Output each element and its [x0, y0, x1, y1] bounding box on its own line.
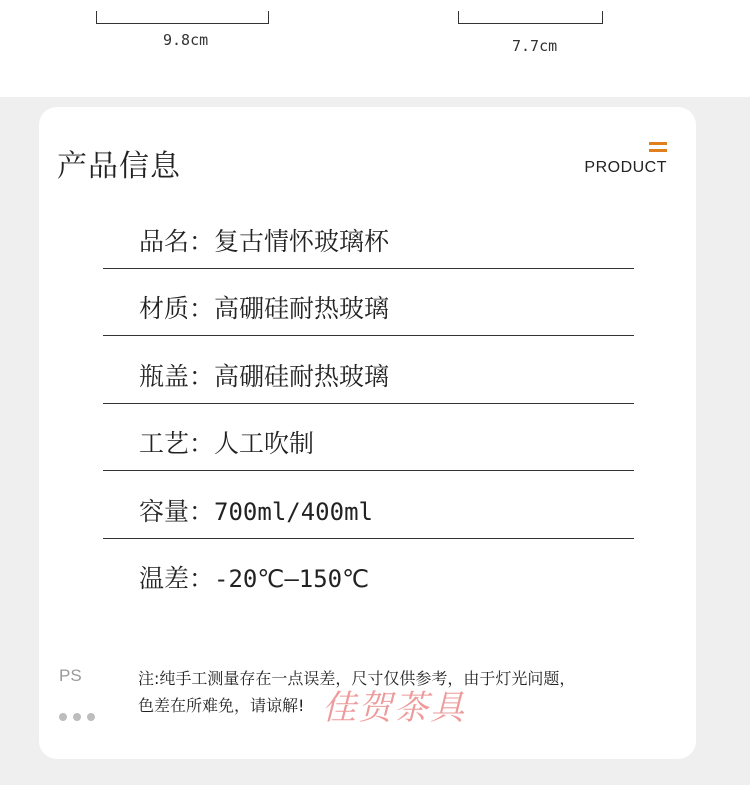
spec-value: -20℃—150℃	[214, 565, 370, 593]
ps-label: PS	[59, 666, 82, 685]
spec-value: 高硼硅耐热玻璃	[214, 362, 390, 391]
spec-sep: ：	[189, 564, 215, 593]
spec-sep: ：	[189, 362, 215, 391]
spec-row-lid	[103, 336, 634, 404]
note-line: 注:纯手工测量存在一点误差，尺寸仅供参考，由于灯光问题，	[138, 669, 576, 688]
spec-key: 品名	[139, 227, 190, 256]
product-info-card	[39, 107, 696, 759]
top-image-band	[0, 0, 750, 97]
spec-value: 人工吹制	[214, 429, 315, 458]
dots-icon	[59, 706, 101, 714]
shop-watermark: 佳贺茶具	[322, 688, 466, 728]
dimension-label: 7.7cm	[512, 37, 558, 55]
spec-sep: ：	[189, 227, 215, 256]
card-title: 产品信息	[57, 149, 181, 184]
menu-lines-icon	[649, 142, 667, 153]
spec-key: 容量	[139, 497, 190, 526]
spec-sep: ：	[189, 497, 215, 526]
dimension-bracket	[96, 11, 269, 24]
dimension-bracket	[458, 11, 603, 24]
spec-value: 700ml/400ml	[214, 498, 373, 526]
spec-sep: ：	[189, 294, 215, 323]
spec-key: 温差	[139, 564, 190, 593]
spec-row-temperature	[103, 538, 634, 605]
spec-key: 材质	[139, 294, 190, 323]
note-line: 色差在所难免，请谅解!	[138, 696, 305, 715]
spec-row-capacity	[103, 471, 634, 539]
spec-row-craft	[103, 403, 634, 471]
spec-row-material	[103, 268, 634, 336]
spec-sep: ：	[189, 429, 215, 458]
spec-value: 高硼硅耐热玻璃	[214, 294, 390, 323]
spec-key: 瓶盖	[139, 362, 190, 391]
dimension-label: 9.8cm	[163, 31, 209, 49]
spec-value: 复古情怀玻璃杯	[214, 227, 390, 256]
spec-row-name	[103, 201, 634, 269]
spec-key: 工艺	[139, 429, 190, 458]
product-tag: PRODUCT	[584, 159, 667, 176]
